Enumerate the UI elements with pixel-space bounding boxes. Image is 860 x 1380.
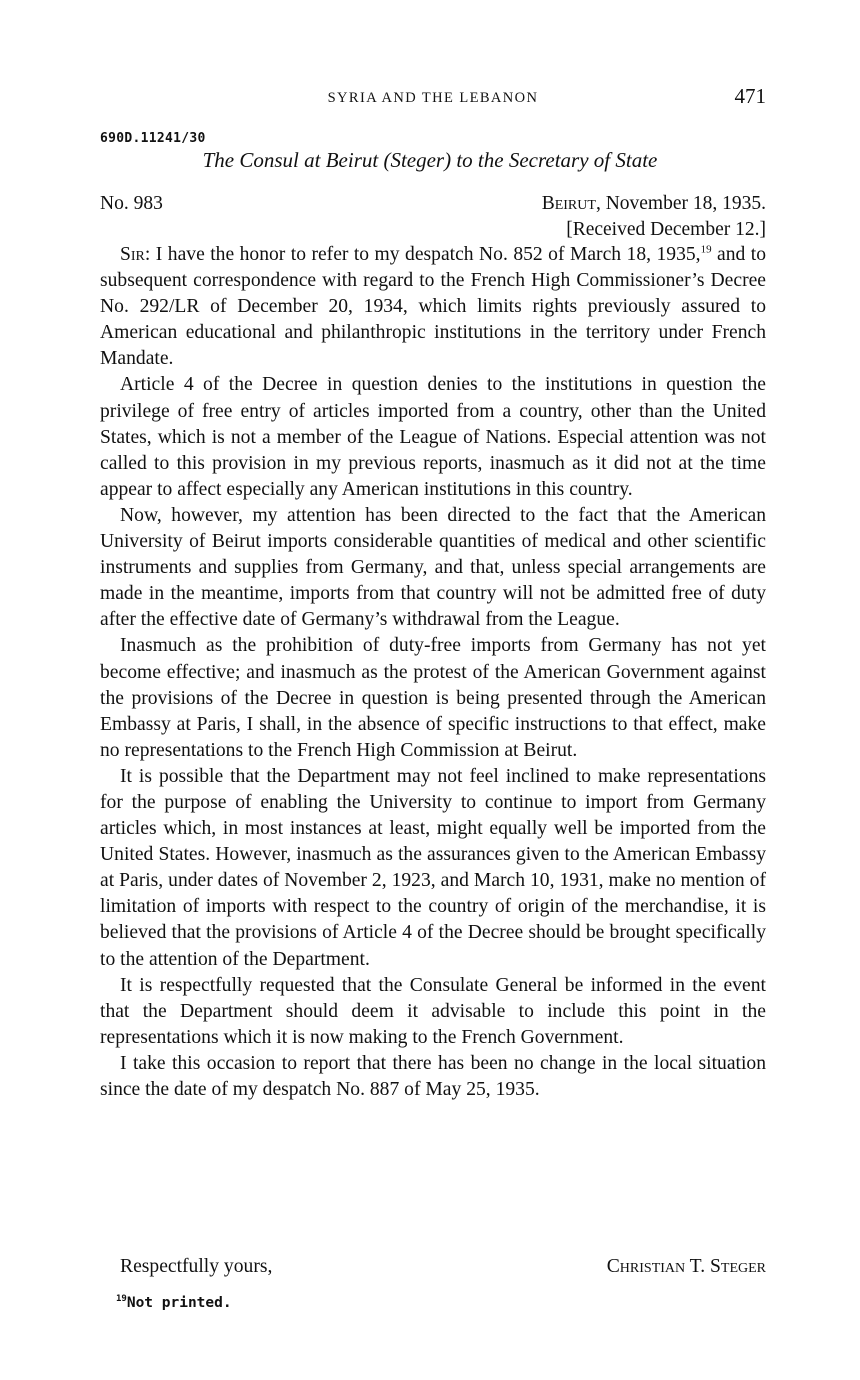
paragraph-text: : I have the honor to refer to my despatch No. 852 of March 18, 1935, [144, 244, 701, 265]
paragraph: It is possible that the Department may not feel inclined to make representations for the purpose of enabling the University to continue to import from Germany articles which, in most instances at least, might equally well be imported from the United States. However, inasmuch as the assurances given to the American Embassy at Paris, under dates of November 2, 1923, and March 10, 1931, make no mention of limitation of imports with respect to the country of origin of the merchandise, it is believed that the provisions of Article 4 of the Decree should be brought specifically to the attention of the Department. [100, 765, 766, 970]
footnote [116, 1294, 232, 1311]
page-number: 471 [734, 84, 766, 108]
signature: Christian T. Steger [606, 1256, 766, 1277]
paragraph: It is respectfully requested that the Consulate General be informed in the event that the Department should deem it advisable to include this point in the representations which it is now making to the French Government. [100, 974, 766, 1048]
place: Beirut [541, 193, 596, 214]
despatch-number: No. 983 [100, 193, 163, 214]
paragraph: I take this occasion to report that there has been no change in the local situation since the date of my despatch No. 887 of May 25, 1935. [100, 1052, 766, 1100]
closing-line [100, 1254, 766, 1282]
complimentary-close: Respectfully yours, [120, 1256, 273, 1277]
dateline [542, 191, 766, 243]
salutation: Sir [120, 244, 145, 265]
footnote-reference: 19 [700, 243, 712, 256]
document-title: The Consul at Beirut (Steger) to the Secretary of State [202, 148, 658, 172]
paragraph [100, 242, 766, 372]
paragraph-text: and to subsequent correspondence with regard to the French High Commissioner’s Decree No. 292/LR of December 20, 1934, which limits rights previously assured to American educational and philanthropic institutions in the territory under French Mandate. [100, 244, 766, 370]
running-title: SYRIA AND THE LEBANON [327, 90, 539, 106]
document-meta [100, 191, 766, 247]
paragraph: Now, however, my attention has been directed to the fact that the American University of Beirut imports considerable quantities of medical and other scientific instruments and supplies from Germany, and that, unless special arrangements are made in the meantime, imports from that country will not be admitted free of duty after the effective date of Germany’s withdrawal from the League. [100, 504, 766, 631]
date: , November 18, 1935. [595, 193, 766, 214]
file-number: 690D.11241/30 [100, 131, 206, 146]
running-header [100, 84, 766, 114]
letter-body [100, 242, 766, 1103]
footnote-marker: 19 [116, 1294, 127, 1304]
footnote-text: Not printed. [126, 1294, 232, 1311]
paragraph: Inasmuch as the prohibition of duty-free imports from Germany has not yet become effective; and inasmuch as the protest of the American Government against the provisions of the Decree in question is being presented through the American Embassy at Paris, I shall, in the absence of specific instructions to that effect, make no representations to the French High Commission at Beirut. [100, 635, 766, 761]
paragraph: Article 4 of the Decree in question denies to the institutions in question the privilege of free entry of articles imported from a country, other than the United States, which is not a member of the League of Nations. Especial attention was not called to this provision in my previous reports, inasmuch as it did not at the time appear to affect especially any American institutions in this country. [100, 374, 766, 500]
received-date: [Received December 12.] [566, 219, 766, 240]
